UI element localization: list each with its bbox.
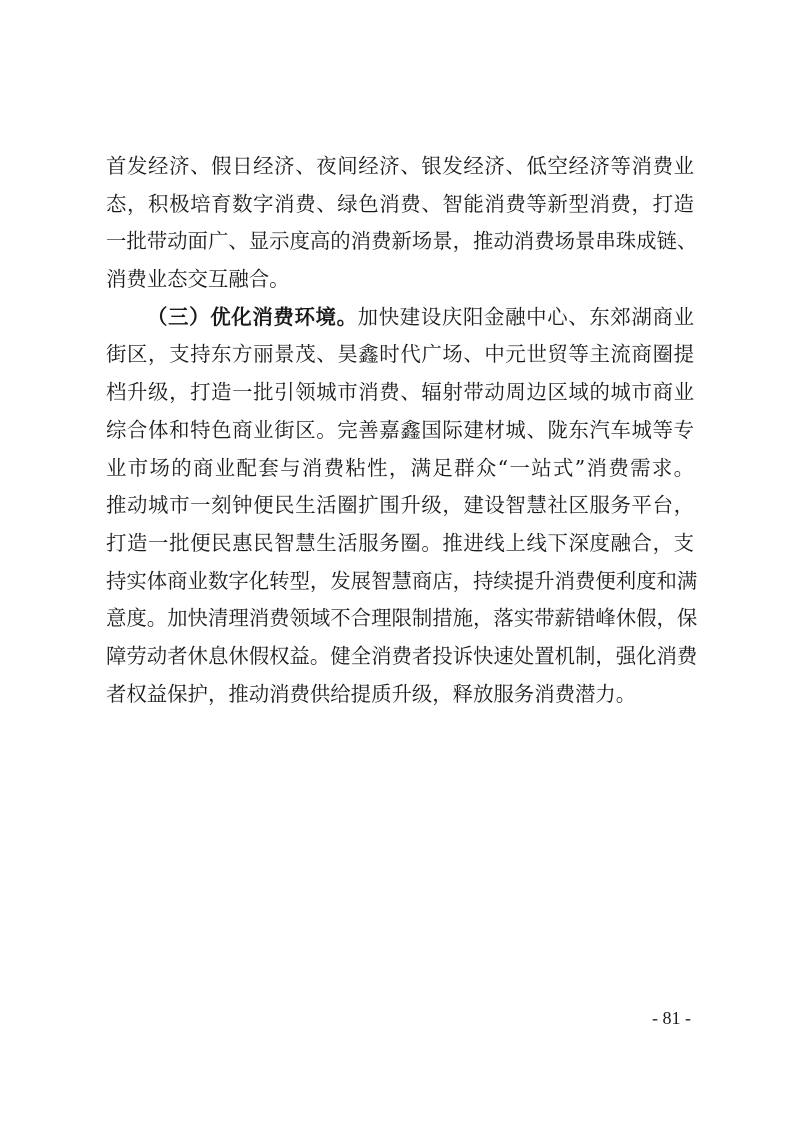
text-line: 街区，支持东方丽景茂、昊鑫时代广场、中元世贸等主流商圈提 xyxy=(106,342,694,367)
text-line: 打造一批便民惠民智慧生活服务圈。推进线上线下深度融合，支 xyxy=(106,530,694,555)
page-number: - 81 - xyxy=(652,1008,691,1028)
text-line: 综合体和特色商业街区。完善嘉鑫国际建材城、陇东汽车城等专 xyxy=(106,417,694,442)
text-line: 者权益保护，推动消费供给提质升级，释放服务消费潜力。 xyxy=(106,681,637,706)
text-span: 加快建设庆阳金融中心、东郊湖商业 xyxy=(357,304,695,329)
text-line: 持实体商业数字化转型，发展智慧商店，持续提升消费便利度和满 xyxy=(106,568,698,593)
text-line: 首发经济、假日经济、夜间经济、银发经济、低空经济等消费业 xyxy=(106,154,694,178)
section-heading: （三）优化消费环境。 xyxy=(147,304,358,329)
text-line: 态，积极培育数字消费、绿色消费、智能消费等新型消费，打造 xyxy=(106,191,694,216)
body-text xyxy=(106,148,698,713)
paragraph-2 xyxy=(106,299,698,714)
text-line: 推动城市一刻钟便民生活圈扩围升级，建设智慧社区服务平台， xyxy=(106,493,694,518)
text-line: 一批带动面广、显示度高的消费新场景，推动消费场景串珠成链、 xyxy=(106,229,698,254)
text-line: 意度。加快清理消费领域不合理限制措施，落实带薪错峰休假，保 xyxy=(106,606,698,631)
text-line xyxy=(106,299,694,337)
text-line: 消费业态交互融合。 xyxy=(106,267,290,292)
paragraph-1 xyxy=(106,148,698,299)
text-line: 档升级，打造一批引领城市消费、辐射带动周边区域的城市商业 xyxy=(106,380,694,405)
text-line: 障劳动者休息休假权益。健全消费者投诉快速处置机制，强化消费 xyxy=(106,643,698,668)
text-line: 业市场的商业配套与消费粘性，满足群众“一站式”消费需求。 xyxy=(106,455,694,480)
